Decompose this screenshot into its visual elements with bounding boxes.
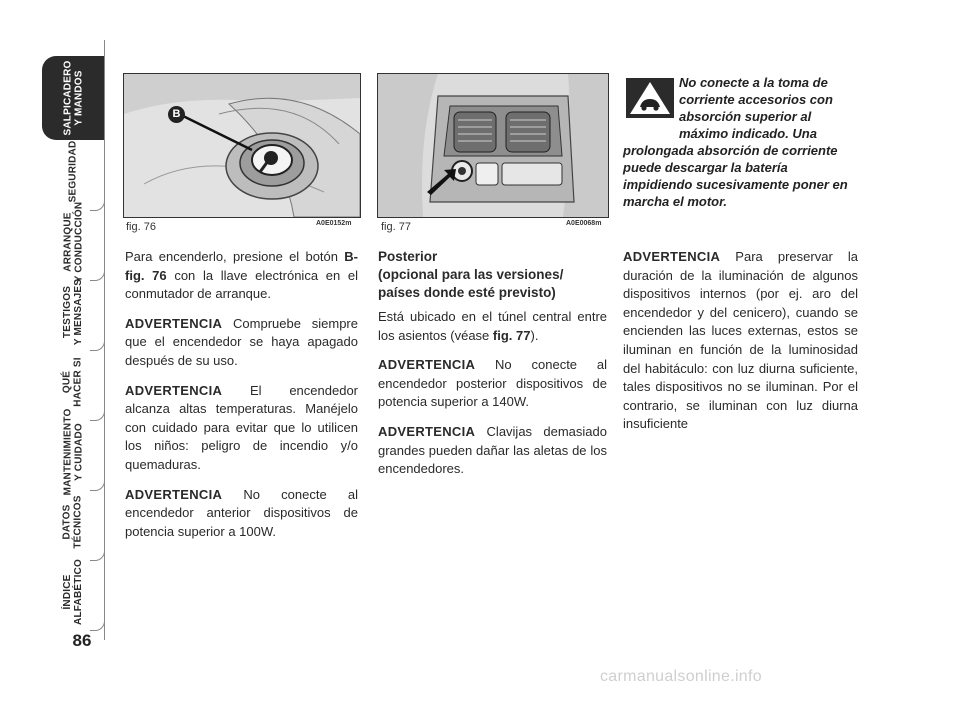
tab-label: ARRANQUE Y CONDUCCIÓN <box>62 201 84 283</box>
warning-paragraph: ADVERTENCIA Para preservar la duración de la iluminación de algunos dispositivos internos (por ej. aro del encendedor y del cenicero), cuando se encienden las luces externas, estos se iluminan en función de la luminosidad del habitáculo: con luz diurna suficiente, tales dispositivos no se iluminan. Por el contrario, se iluminan con luz diurna insuficiente <box>623 249 858 432</box>
figure-77-caption: fig. 77 <box>381 221 411 233</box>
chapter-sidebar <box>0 0 112 709</box>
tab-salpicadero-y-mandos[interactable] <box>42 56 104 140</box>
warning-paragraph: ADVERTENCIA No conecte al encendedor posterior dispositivos de potencia superior a 140W. <box>378 357 607 410</box>
column-front-lighter <box>125 248 358 552</box>
rear-lighter-illustration <box>378 74 608 217</box>
tab-label: SALPICADERO Y MANDOS <box>62 60 85 136</box>
figure-76-code: A0E0152m <box>316 220 352 227</box>
figure-76-front-lighter <box>123 73 361 218</box>
section-heading: Posterior (opcional para las versiones/ países donde esté previsto) <box>378 249 564 300</box>
paragraph-usage: Para encenderlo, presione el botón B-fig. 76 con la llave electrónica en el conmutador de arranque. <box>125 249 358 302</box>
tab-label: ÍNDICE ALFABÉTICO <box>62 559 85 625</box>
warning-paragraph: ADVERTENCIA El encendedor alcanza altas temperaturas. Manéjelo con cuidado para evitar que lo utilicen los niños: peligro de incendio y/o quemaduras. <box>125 382 358 472</box>
battery-warning-note <box>623 74 858 210</box>
watermark: carmanualsonline.info <box>600 668 762 685</box>
tab-testigos-y-mensajes[interactable] <box>42 280 104 344</box>
figure-77-code: A0E0068m <box>566 220 602 227</box>
warning-paragraph: ADVERTENCIA Compruebe siempre que el encendedor se haya apagado después de su uso. <box>125 315 358 368</box>
figure-76-caption: fig. 76 <box>126 221 156 233</box>
tab-label: QUÉ HACER SI <box>61 357 84 407</box>
warning-triangle-icon <box>626 78 674 118</box>
warning-paragraph: ADVERTENCIA Clavijas demasiado grandes pueden dañar las aletas de los encendedores. <box>378 423 607 477</box>
column-rear-lighter <box>378 248 607 490</box>
tab-label: MANTENIMIENTO Y CUIDADO <box>62 408 85 496</box>
tab-arranque-y-conduccion[interactable] <box>42 201 104 283</box>
tab-separator <box>90 618 105 631</box>
callout-marker-b: B <box>168 106 185 123</box>
page-number: 86 <box>72 631 92 650</box>
tab-label: TESTIGOS Y MENSAJES <box>62 278 85 346</box>
warning-paragraph: ADVERTENCIA No conecte al encendedor anterior dispositivos de potencia superior a 100W. <box>125 486 358 539</box>
tab-seguridad[interactable] <box>42 140 104 202</box>
warning-text: No conecte a la toma de corriente accesorios con absorción superior al máximo indicado. Una prolongada absorción de corriente puede descargar la batería impidiendo sucesivamente poner en marcha el motor. <box>623 75 848 209</box>
tab-indice-alfabetico[interactable] <box>42 560 104 624</box>
front-lighter-illustration <box>124 74 360 217</box>
tab-mantenimiento-y-cuidado[interactable] <box>42 408 104 496</box>
tab-label: SEGURIDAD <box>67 140 79 202</box>
column-illumination <box>623 248 858 445</box>
tab-datos-tecnicos[interactable] <box>42 490 104 554</box>
paragraph-location: Está ubicado en el túnel central entre los asientos (véase fig. 77). <box>378 309 607 343</box>
figure-77-rear-lighter <box>377 73 609 218</box>
tab-que-hacer-si[interactable] <box>42 350 104 414</box>
tab-label: DATOS TÉCNICOS <box>62 495 84 549</box>
